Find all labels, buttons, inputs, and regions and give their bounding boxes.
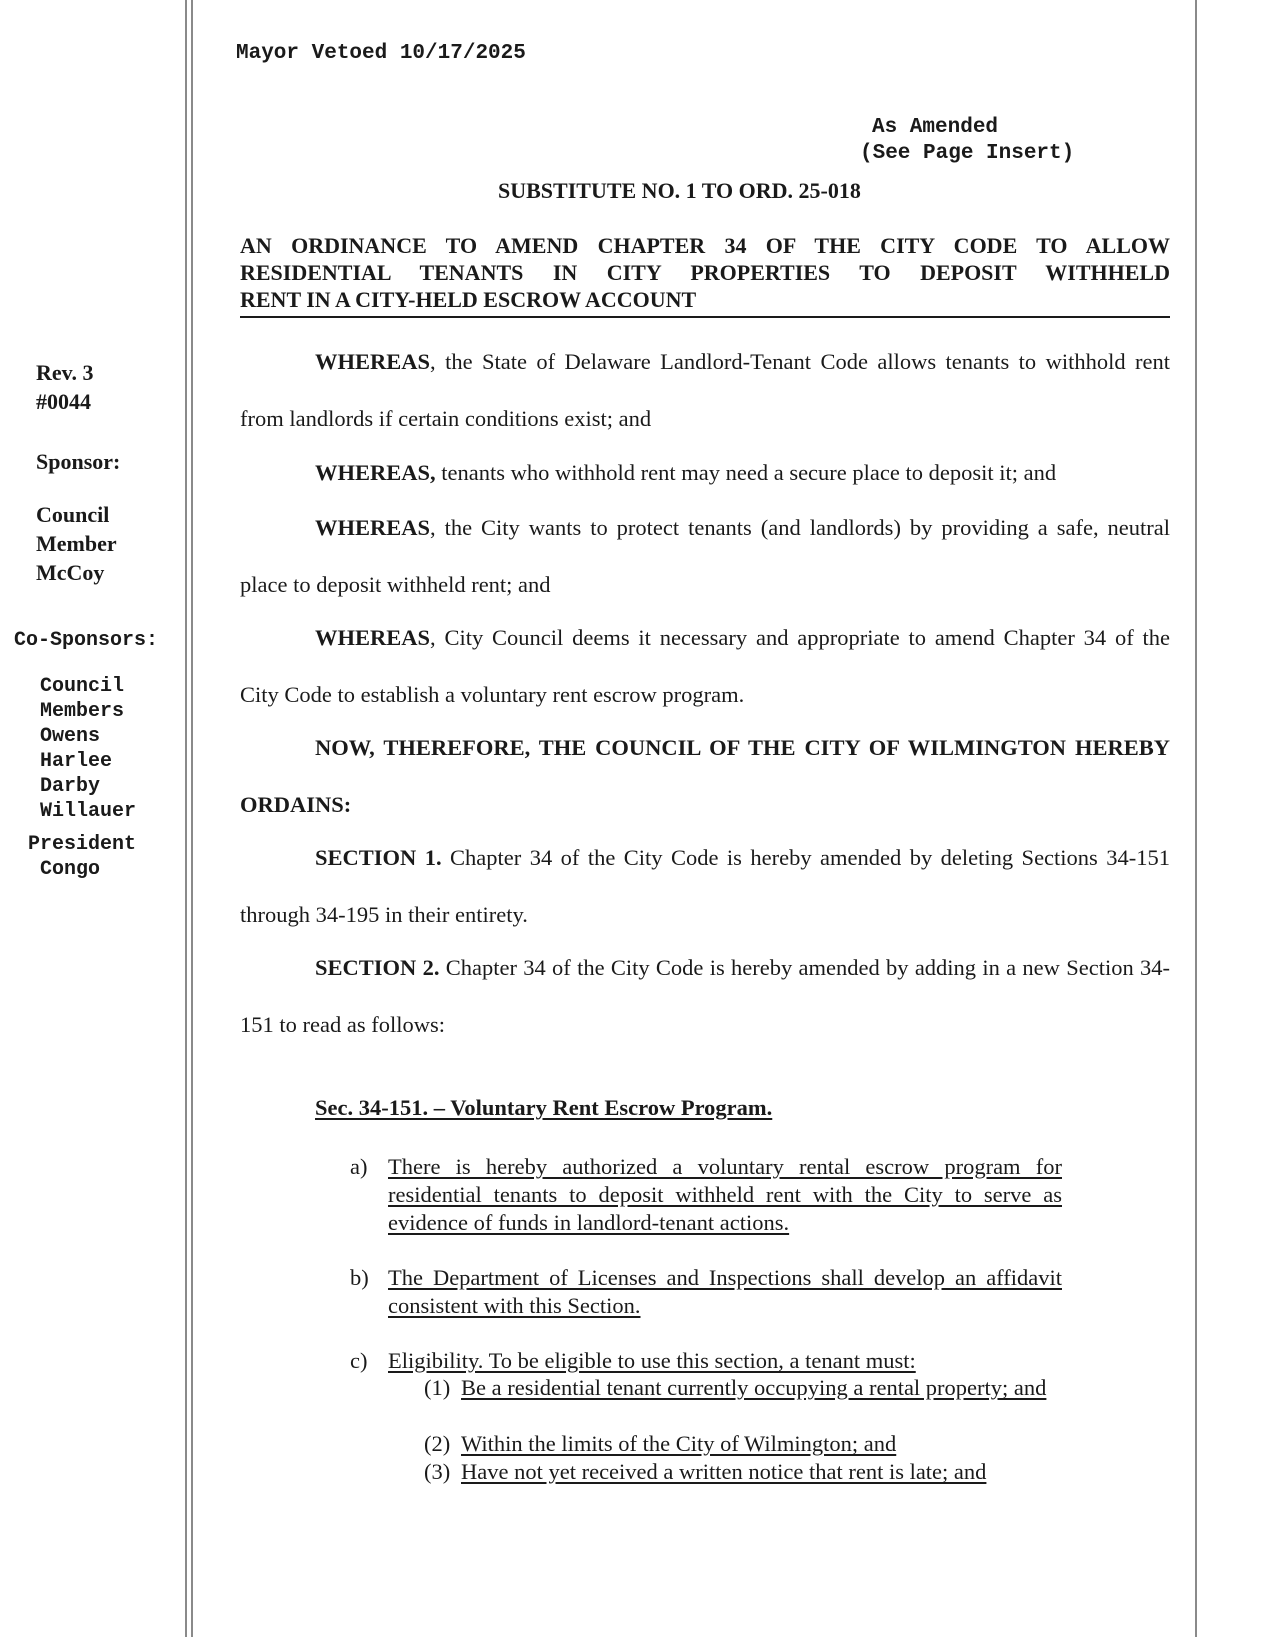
cosponsors-label: Co-Sponsors: [14, 629, 159, 652]
list-item-c: c) Eligibility. To be eligible to use this section, a tenant must: [350, 1348, 916, 1373]
substitute-title: SUBSTITUTE NO. 1 TO ORD. 25-018 [498, 178, 861, 203]
amended-line-2: (See Page Insert) [860, 142, 1075, 165]
amended-line-1: As Amended [872, 116, 999, 139]
whereas-paragraph-4: WHEREAS, City Council deems it necessary and appropriate to amend Chapter 34 of the City Code to establish a voluntary rent escrow program. [240, 625, 1170, 707]
list-item-a: a) There is hereby authorized a voluntary rental escrow program for residential tenants to deposit withheld rent with the City to serve as evidence of funds in landlord-tenant actions. [350, 1154, 1062, 1235]
left-margin-rule [185, 0, 187, 1637]
amended-note [860, 115, 1074, 167]
veto-note: Mayor Vetoed 10/17/2025 [236, 42, 526, 65]
cosponsor-names: Council Members Owens Harlee Darby Willauer [40, 675, 137, 823]
ordinance-title-line-2: RESIDENTIAL TENANTS IN CITY PROPERTIES TO DEPOSIT WITHHELD [240, 260, 1170, 285]
document-number: #0044 [36, 389, 91, 414]
whereas-paragraph-2: WHEREAS, tenants who withhold rent may need a secure place to deposit it; and [315, 460, 1057, 485]
list-item-c1: (1) Be a residential tenant currently occupying a rental property; and [424, 1375, 1047, 1400]
sponsor-name: Council Member McCoy [36, 502, 117, 585]
list-item-c2: (2) Within the limits of the City of Wilmington; and [424, 1431, 897, 1456]
right-margin-rule [1195, 0, 1197, 1637]
ordinance-title-line-3: RENT IN A CITY-HELD ESCROW ACCOUNT [240, 287, 697, 312]
president-note: President Congo [28, 833, 137, 881]
left-margin-rule-inner [191, 0, 193, 1637]
section-heading: Sec. 34-151. – Voluntary Rent Escrow Program. [315, 1095, 773, 1120]
list-item-b: b) The Department of Licenses and Inspections shall develop an affidavit consistent with this Section. [350, 1265, 1062, 1318]
sponsor-label: Sponsor: [36, 449, 121, 474]
whereas-paragraph-1: WHEREAS, the State of Delaware Landlord-Tenant Code allows tenants to withhold rent from landlords if certain conditions exist; and [240, 349, 1170, 431]
ordinance-title-line-1: AN ORDINANCE TO AMEND CHAPTER 34 OF THE CITY CODE TO ALLOW [240, 233, 1170, 258]
revision-note [36, 358, 93, 416]
title-underline [240, 316, 1170, 318]
section-1-paragraph: SECTION 1. Chapter 34 of the City Code is hereby amended by deleting Sections 34-151 through 34-195 in their entirety. [240, 845, 1170, 927]
revision-number: Rev. 3 [36, 360, 94, 385]
ordinance-title [240, 232, 1170, 313]
whereas-paragraph-3: WHEREAS, the City wants to protect tenants (and landlords) by providing a safe, neutral place to deposit withheld rent; and [240, 515, 1170, 597]
now-therefore-clause: NOW, THEREFORE, THE COUNCIL OF THE CITY OF WILMINGTON HEREBY ORDAINS: [240, 735, 1170, 817]
section-2-paragraph: SECTION 2. Chapter 34 of the City Code is hereby amended by adding in a new Section 34-151 to read as follows: [240, 955, 1170, 1037]
list-item-c3: (3) Have not yet received a written notice that rent is late; and [424, 1459, 987, 1484]
